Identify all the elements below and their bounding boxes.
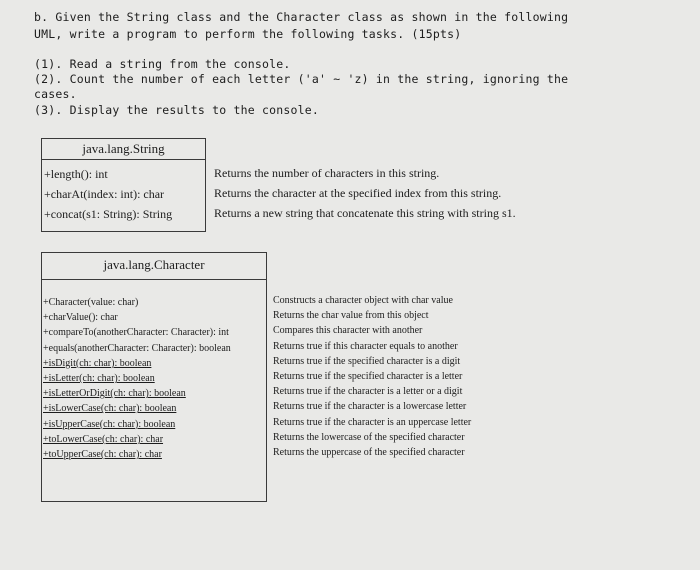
character-method-desc: Returns true if the character is a lowercase letter [273, 401, 467, 413]
character-method-descriptions [273, 293, 471, 460]
character-method-desc: Returns true if the specified character is a digit [273, 355, 461, 367]
string-method-sig: +charAt(index: int): char [44, 187, 165, 201]
question-line-2: UML, write a program to perform the following tasks. (15pts) [34, 27, 462, 41]
character-method-desc: Returns the uppercase of the specified character [273, 447, 465, 459]
character-method-sig: +isLowerCase(ch: char): boolean [43, 403, 177, 415]
string-method-desc: Returns the character at the specified index from this string. [214, 186, 502, 200]
task-2-line-2: cases. [34, 87, 77, 101]
character-method-sig: +Character(value: char) [43, 297, 139, 308]
character-method-desc: Returns the lowercase of the specified character [273, 431, 465, 443]
character-method-sig: +isLetter(ch: char): boolean [43, 373, 155, 385]
task-3: (3). Display the results to the console. [34, 103, 319, 117]
character-method-desc: Returns true if the character is an uppercase letter [273, 416, 472, 428]
string-method-desc: Returns the number of characters in this string. [214, 166, 440, 180]
character-method-sig: +charValue(): char [43, 312, 118, 324]
question-line-1: b. Given the String class and the Character class as shown in the following [34, 10, 569, 24]
character-uml-title: java.lang.Character [42, 253, 266, 280]
character-method-desc: Returns true if this character equals to another [273, 340, 458, 352]
string-uml-methods [42, 160, 205, 224]
string-method-sig: +length(): int [44, 167, 108, 181]
task-1: (1). Read a string from the console. [34, 57, 291, 71]
character-method-sig: +isDigit(ch: char): boolean [43, 357, 152, 369]
character-method-desc: Returns true if the specified character is a letter [273, 371, 463, 383]
character-method-sig: +isLetterOrDigit(ch: char): boolean [43, 388, 186, 400]
character-method-desc: Returns the char value from this object [273, 310, 429, 322]
character-uml-box [41, 252, 267, 502]
character-method-sig: +isUpperCase(ch: char): boolean [43, 418, 176, 430]
character-method-sig: +equals(anotherCharacter: Character): boolean [43, 342, 231, 354]
character-method-desc: Returns true if the character is a letter or a digit [273, 386, 463, 398]
character-method-sig: +toLowerCase(ch: char): char [43, 433, 164, 445]
character-uml-methods [42, 280, 266, 462]
character-method-sig: +toUpperCase(ch: char): char [43, 449, 162, 461]
task-2-line-1: (2). Count the number of each letter ('a' ~ 'z) in the string, ignoring the [34, 72, 569, 86]
string-method-sig: +concat(s1: String): String [44, 207, 173, 221]
character-method-sig: +compareTo(anotherCharacter: Character): int [43, 327, 229, 339]
string-uml-title: java.lang.String [42, 139, 205, 160]
string-uml-box [41, 138, 206, 232]
character-method-desc: Constructs a character object with char value [273, 295, 453, 306]
string-method-desc: Returns a new string that concatenate this string with string s1. [214, 206, 516, 220]
character-method-desc: Compares this character with another [273, 325, 423, 337]
